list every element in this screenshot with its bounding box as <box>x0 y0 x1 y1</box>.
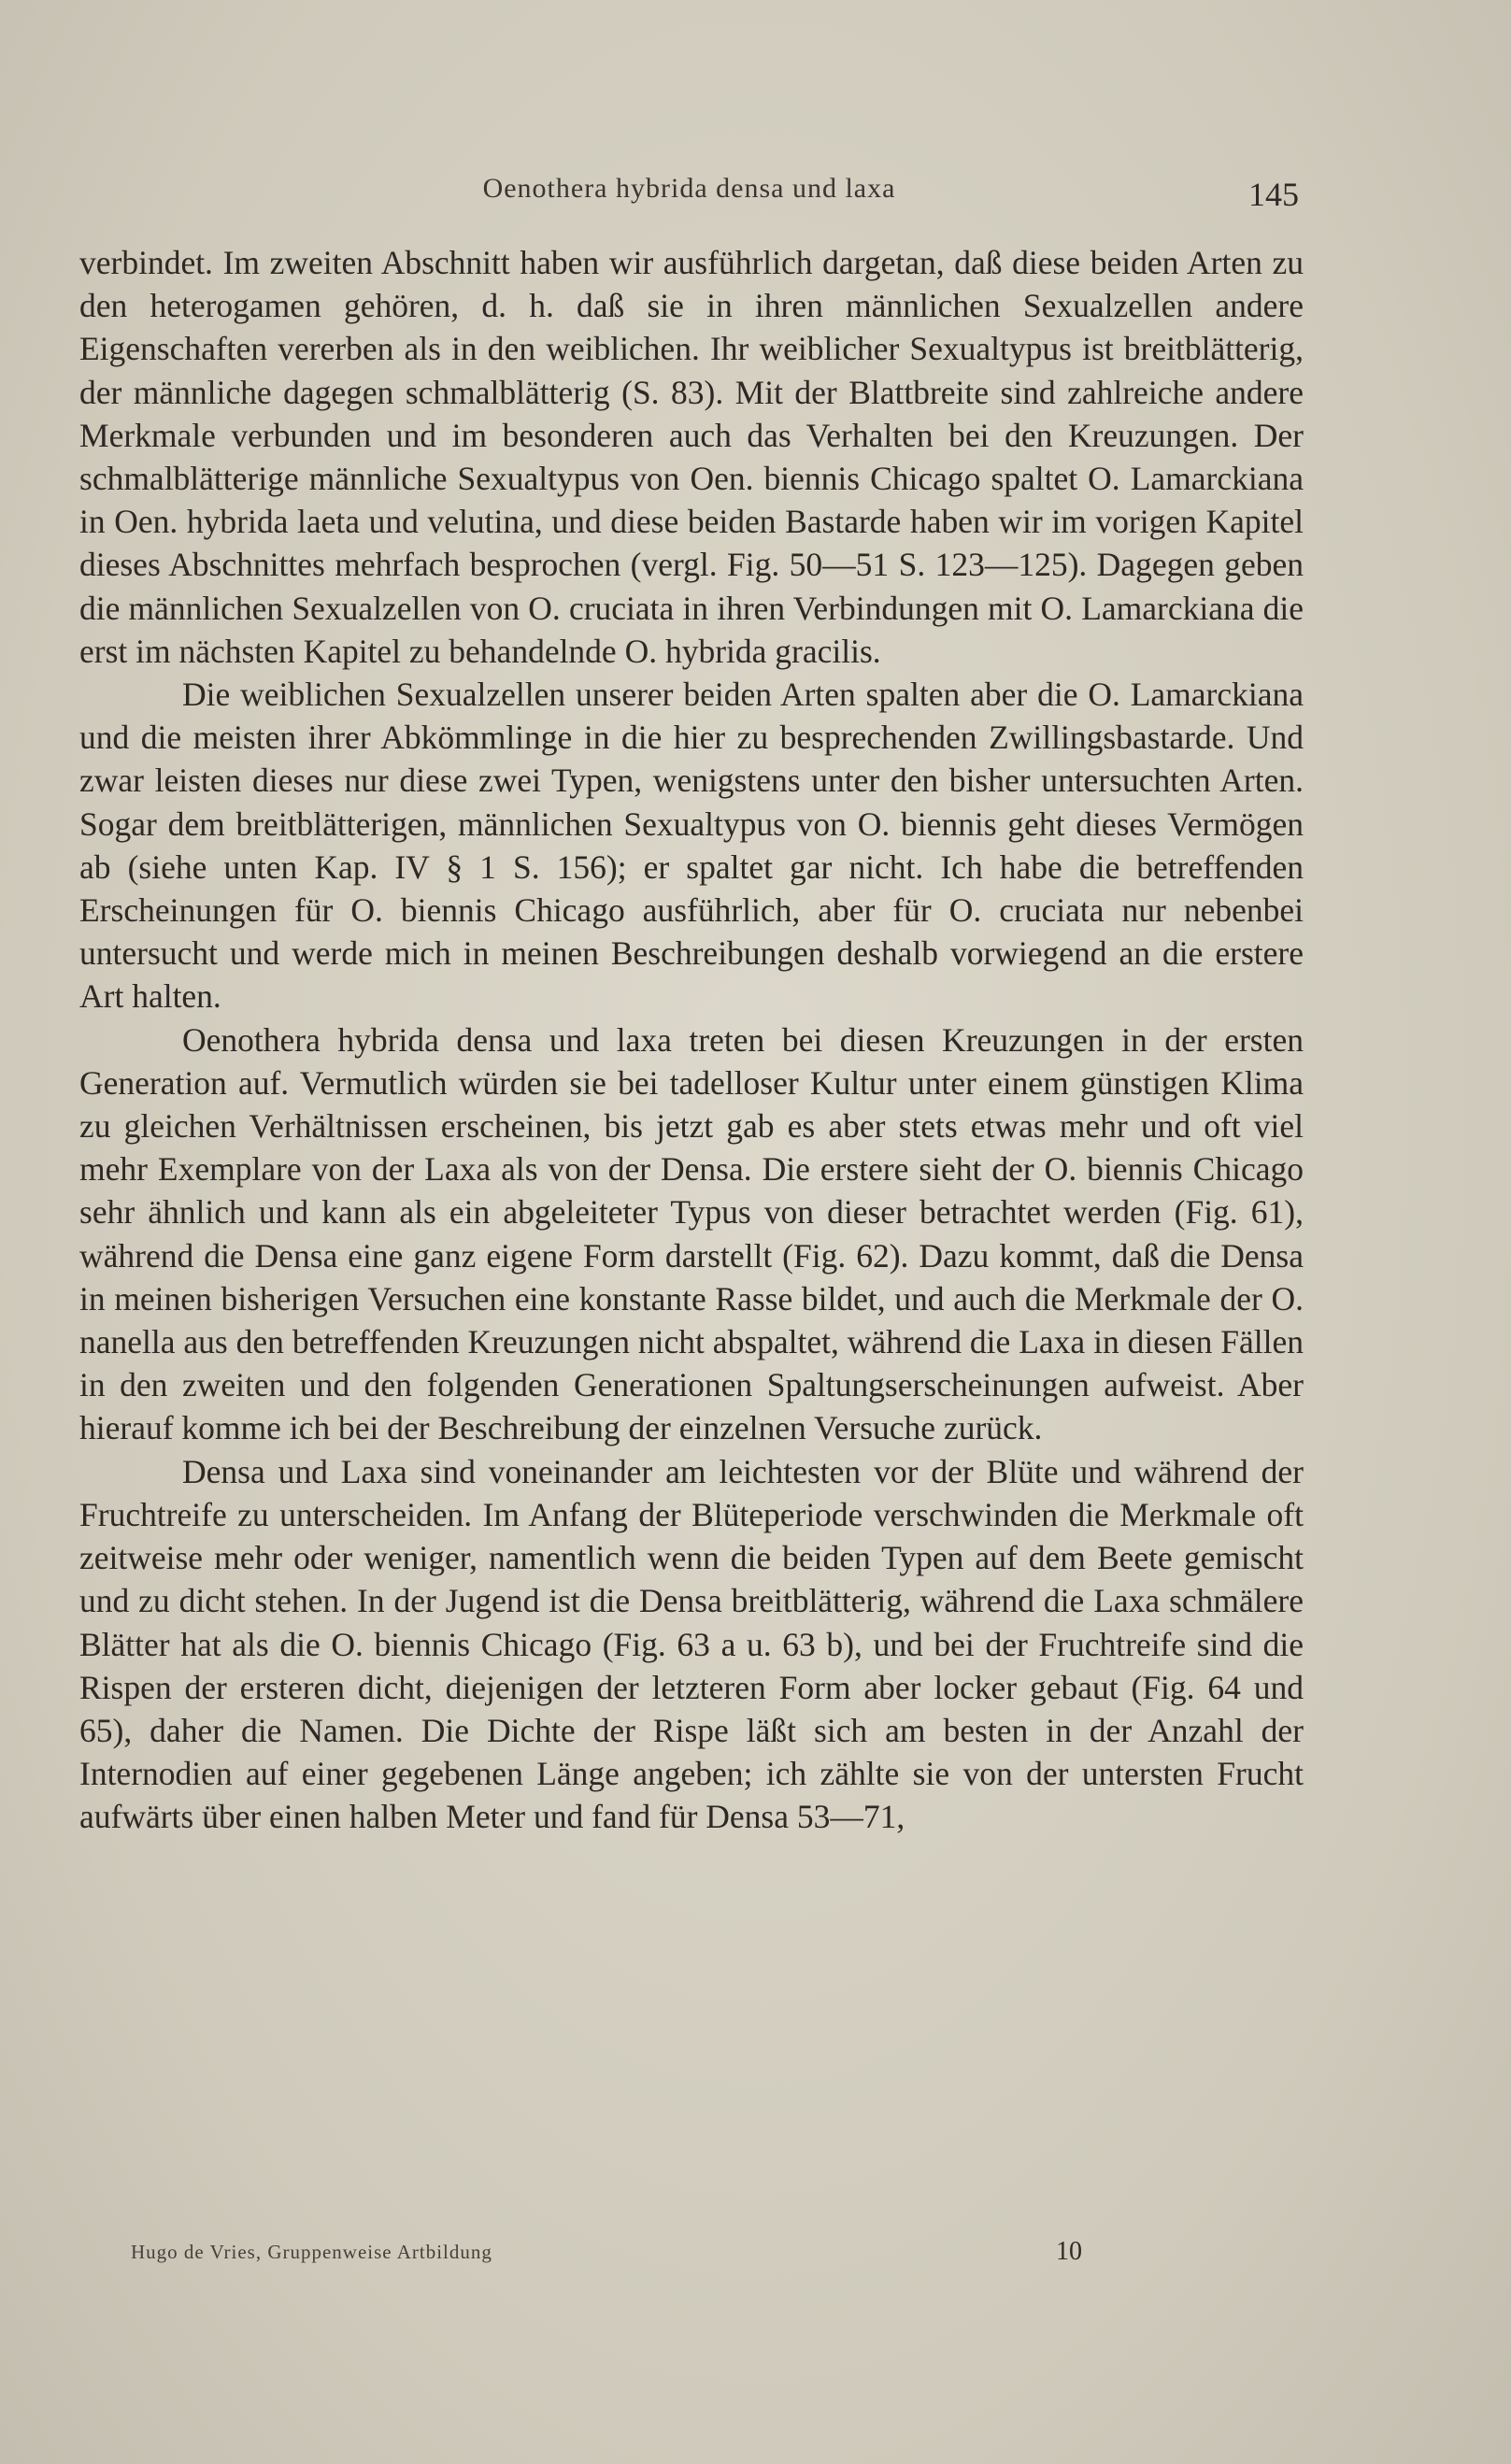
page-footer <box>131 2237 1103 2278</box>
paragraph-4: Densa und Laxa sind voneinander am leichtesten vor der Blüte und während der Fruchtreife zu unterscheiden. Im Anfang der Blüteperiode verschwinden die Merkmale oft zeitweise mehr oder weniger, namentlich wenn die beiden Typen auf dem Beete gemischt und zu dicht stehen. In der Jugend ist die Densa breitblätterig, während die Laxa schmälere Blätter hat als die O. biennis Chicago (Fig. 63 a u. 63 b), und bei der Fruchtreife sind die Rispen der ersteren dicht, diejenigen der letzteren Form aber locker gebaut (Fig. 64 und 65), daher die Namen. Die Dichte der Rispe läßt sich am besten in der Anzahl der Internodien auf einer gegebenen Länge angeben; ich zählte sie von der untersten Frucht aufwärts über einen halben Meter und fand für Densa 53—71, <box>79 1452 1304 1836</box>
body-text <box>79 241 1304 1839</box>
running-title: Oenothera hybrida densa und laxa <box>482 173 896 204</box>
paragraph-2: Die weiblichen Sexualzellen unserer beiden Arten spalten aber die O. Lamarckiana und die meisten ihrer Abkömmlinge in die hier zu besprechenden Zwillingsbastarde. Und zwar leisten dieses nur diese zwei Typen, wenigstens unter den bisher untersuchten Arten. Sogar dem breitblätterigen, männlichen Sexualtypus von O. biennis geht dieses Vermögen ab (siehe unten Kap. IV § 1 S. 156); er spaltet gar nicht. Ich habe die betreffenden Erscheinungen für O. biennis Chicago ausführlich, aber für O. cruciata nur nebenbei untersucht und werde mich in meinen Beschreibungen deshalb vorwiegend an die erstere Art halten. <box>79 676 1304 1016</box>
paragraph-3: Oenothera hybrida densa und laxa treten bei diesen Kreuzungen in der ersten Generation auf. Vermutlich würden sie bei tadelloser Kultur unter einem günstigen Klima zu gleichen Verhältnissen erscheinen, bis jetzt gab es aber stets etwas mehr und oft viel mehr Exemplare von der Laxa als von der Densa. Die erstere sieht der O. biennis Chicago sehr ähnlich und kann als ein abgeleiteter Typus von dieser betrachtet werden (Fig. 61), während die Densa eine ganz eigene Form darstellt (Fig. 62). Dazu kommt, daß die Densa in meinen bisherigen Versuchen eine konstante Rasse bildet, und auch die Merkmale der O. nanella aus den betreffenden Kreuzungen nicht abspaltet, während die Laxa in diesen Fällen in den zweiten und den folgenden Generationen Spaltungserscheinungen aufweist. Aber hierauf komme ich bei der Beschreibung der einzelnen Versuche zurück. <box>79 1020 1304 1447</box>
signature-mark: 10 <box>1056 2237 1082 2266</box>
page-number: 145 <box>1248 176 1299 213</box>
paragraph-1: verbindet. Im zweiten Abschnitt haben wir ausführlich dargetan, daß diese beiden Arten zu den heterogamen gehören, d. h. daß sie in ihren männlichen Sexualzellen andere Eigenschaften vererben als in den weiblichen. Ihr weiblicher Sexualtypus ist breitblätterig, der männliche dagegen schmalblätterig (S. 83). Mit der Blattbreite sind zahlreiche andere Merkmale verbunden und im besonderen auch das Verhalten bei den Kreuzungen. Der schmalblätterige männliche Sexualtypus von Oen. biennis Chicago spaltet O. Lamarckiana in Oen. hybrida laeta und velutina, und diese beiden Bastarde haben wir im vorigen Kapitel dieses Abschnittes mehrfach besprochen (vergl. Fig. 50—51 S. 123—125). Dagegen geben die männlichen Sexualzellen von O. cruciata in ihren Verbindungen mit O. Lamarckiana die erst im nächsten Kapitel zu behandelnde O. hybrida gracilis. <box>79 244 1304 670</box>
footer-author-title: Hugo de Vries, Gruppenweise Artbildung <box>131 2241 492 2263</box>
page-header <box>79 164 1299 220</box>
